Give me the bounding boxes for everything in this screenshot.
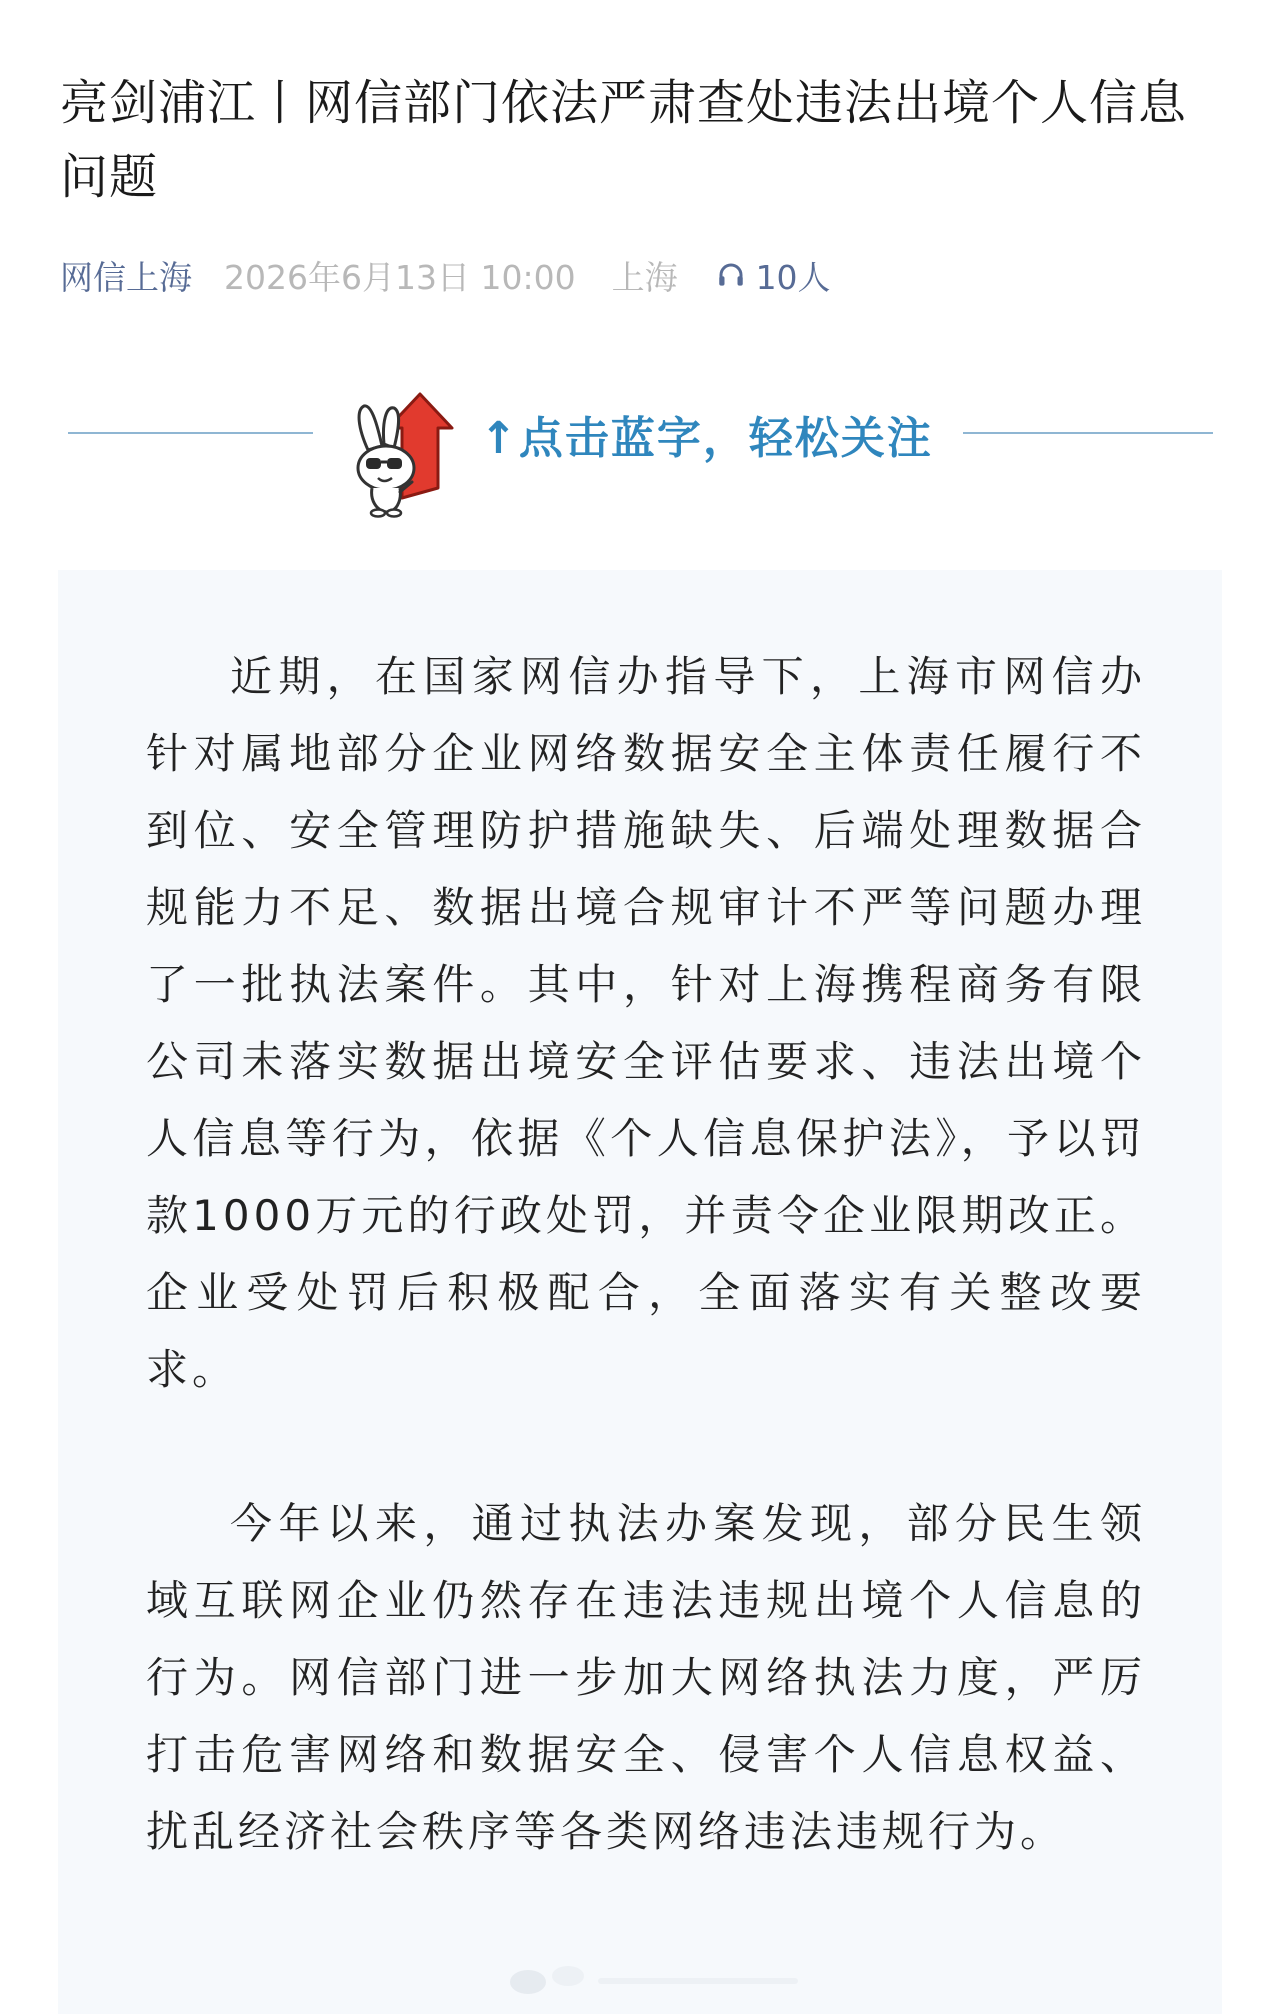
article-meta (60, 248, 831, 302)
content-paragraph-2: 今年以来，通过执法办案发现，部分民生领域互联网企业仍然存在违法违规出境个人信息的行为。网信部门进一步加大网络执法力度，严厉打击危害网络和数据安全、侵害个人信息权益、扰乱经济社会秩序等各类网络违法违规行为。 (146, 1499, 1146, 1856)
follow-banner[interactable] (68, 388, 1212, 528)
publish-location: 上海 (611, 257, 678, 297)
article-content (58, 570, 1222, 2014)
follow-prompt-text[interactable]: ↑点击蓝字，轻松关注 (480, 413, 933, 464)
rabbit-mascot-icon (350, 388, 470, 518)
decorative-end-mark (498, 1958, 828, 1998)
divider-line-right (963, 432, 1213, 434)
publish-date: 2026年6月13日 10:00 (224, 257, 576, 297)
listen-button[interactable] (716, 252, 831, 299)
divider-line-left (68, 432, 313, 434)
article-title: 亮剑浦江丨网信部门依法严肃查处违法出境个人信息问题 (60, 75, 1188, 205)
listener-count: 10人 (755, 257, 831, 297)
content-paragraph-1: 近期，在国家网信办指导下，上海市网信办针对属地部分企业网络数据安全主体责任履行不到位、安全管理防护措施缺失、后端处理数据合规能力不足、数据出境合规审计不严等问题办理了一批执法案件。其中，针对上海携程商务有限公司未落实数据出境安全评估要求、违法出境个人信息等行为，依据《个人信息保护法》，予以罚款1000万元的行政处罚，并责令企业限期改正。企业受处罚后积极配合，全面落实有关整改要求。 (146, 652, 1146, 1394)
account-name-link[interactable]: 网信上海 (60, 257, 192, 297)
headphones-icon (716, 260, 746, 290)
